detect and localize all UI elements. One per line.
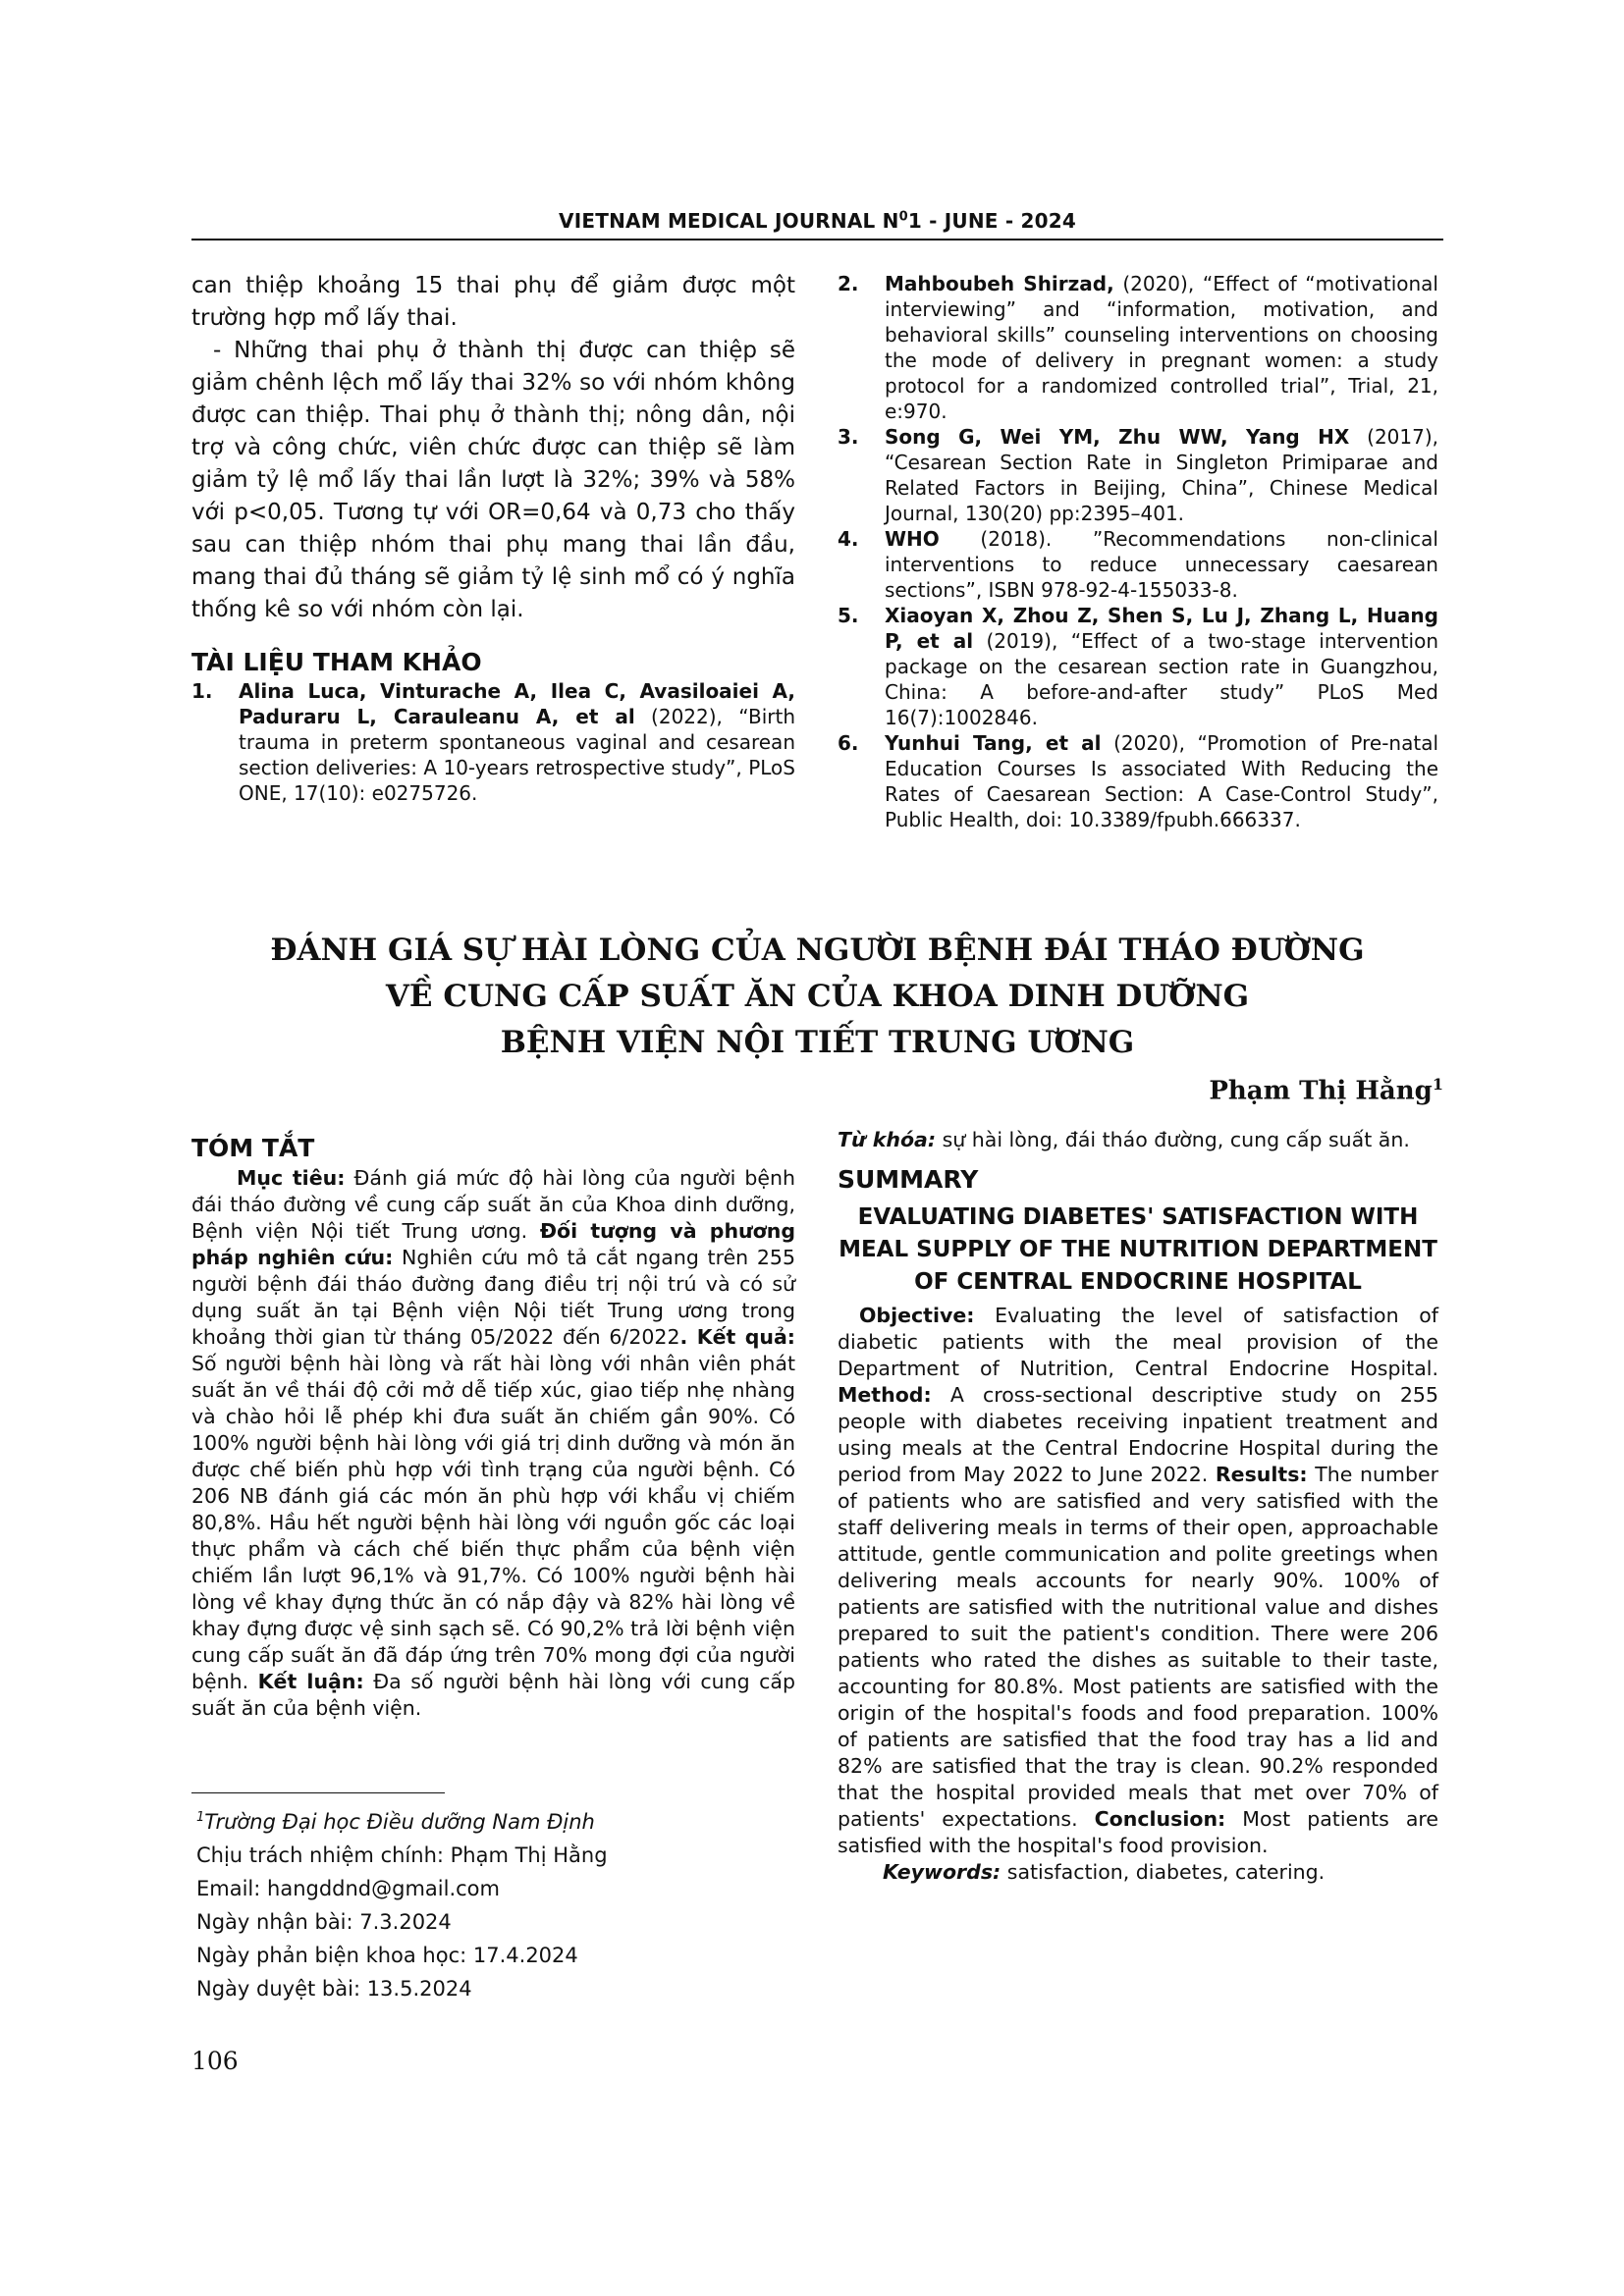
abstract-vi-body: Mục tiêu: Đánh giá mức độ hài lòng của người bệnh đái tháo đường về cung cấp suất ăn của Khoa dinh dưỡng, Bệnh viện Nội tiết Trung ương. Đối tượng và phương pháp nghiên cứu: Nghiên cứu mô tả cắt ngang trên 255 người bệnh đái tháo đường đang điều trị nội trú và có sử dụng suất ăn tại Bệnh viện Nội tiết Trung ương trong khoảng thời gian từ tháng 05/2022 đến 6/2022. Kết quả: Số người bệnh hài lòng và rất hài lòng với nhân viên phát suất ăn về thái độ cởi mở dễ tiếp xúc, giao tiếp nhẹ nhàng và chào hỏi lễ phép khi đưa suất ăn chiếm gần 90%. Có 100% người bệnh hài lòng với giá trị dinh dưỡng và món ăn được chế biến phù hợp với tình trạng của người bệnh. Có 206 NB đánh giá các món ăn phù hợp với khẩu vị chiếm 80,8%. Hầu hết người bệnh hài lòng với nguồn gốc các loại thực phẩm và cách chế biến thực phẩm của bệnh viện chiếm lần lượt 96,1% và 91,7%. Có 100% người bệnh hài lòng về khay đựng thức ăn có nắp đậy và 82% hài lòng về khay đựng được vệ sinh sạch sẽ. Có 90,2% trả lời bệnh viện cung cấp suất ăn đã đáp ứng trên 70% mong đợi của người bệnh. Kết luận: Đa số người bệnh hài lòng với cung cấp suất ăn của bệnh viện. [191,1166,796,1720]
reference-authors: WHO [885,527,940,551]
summary-keywords: Keywords: satisfaction, diabetes, catering. [883,1860,1326,1884]
reference-item-5 [838,603,1438,730]
reference-number: 3. [838,425,859,449]
top-right-column [838,271,1438,832]
abstract-vi-column [191,1134,795,1722]
running-header: VIETNAM MEDICAL JOURNAL $N^01$ - JUNE - 2024 [559,209,1076,233]
reference-item-4 [838,526,1438,603]
title-line: VỀ CUNG CẤP SUẤT ĂN CỦA KHOA DINH DƯỠNG [385,979,1250,1014]
footnote-rule [191,1792,445,1793]
reference-details: (2018). ”Recommendations non-clinical interventions to reduce unnecessary caesarean sections”, ISBN 978-92-4-155033-8. [885,527,1438,602]
references-heading: TÀI LIỆU THAM KHẢO [191,648,482,676]
reference-number: 4. [838,527,859,551]
page-number: 106 [191,2047,239,2075]
title-line: BỆNH VIỆN NỘI TIẾT TRUNG ƯƠNG [500,1025,1135,1060]
abstract-right-column [838,1127,1438,1886]
reference-number: 2. [838,272,859,295]
footnote-affiliation: $^1$Trường Đại học Điều dưỡng Nam Định [196,1810,595,1834]
reference-authors: Mahboubeh Shirzad, [885,272,1114,295]
reference-number: 5. [838,604,859,627]
footnote-accepted: Ngày duyệt bài: 13.5.2024 [196,1977,472,2001]
reference-number: 6. [838,731,859,755]
footnote-reviewed: Ngày phản biện khoa học: 17.4.2024 [196,1944,578,1967]
author-name: Phạm Thị Hằng$^1$ [1209,1075,1443,1106]
reference-details: (2019), “Effect of a two-stage intervention package on the cesarean section rate in Guangzhou, China: A before-and-after study” PLoS Med 16(7):1002846. [885,629,1438,729]
top-left-column [191,270,795,806]
reference-authors: Song G, Wei YM, Zhu WW, Yang HX [885,425,1350,449]
footnote-received: Ngày nhận bài: 7.3.2024 [196,1910,452,1934]
reference-details: (2022), “Birth trauma in preterm spontaneous vaginal and cesarean section deliveries: A 10-years retrospective study”, PLoS ONE, 17(10): e0275726. [239,705,795,805]
reference-details: (2020), “Effect of “motivational interviewing” and “information, motivation, and behavioral skills” counseling interventions on choosing the mode of delivery in pregnant women: a study protocol for a randomized controlled trial”, Trial, 21, e:970. [885,272,1438,423]
reference-item-1 [191,678,795,806]
continuation-paragraph-2: - Những thai phụ ở thành thị được can thiệp sẽ giảm chênh lệch mổ lấy thai 32% so với nhóm không được can thiệp. Thai phụ ở thành thị; nông dân, nội trợ và công chức, viên chức được can thiệp sẽ làm giảm tỷ lệ mổ lấy thai lần lượt là 32%; 39% và 58% với p<0,05. Tương tự với OR=0,64 và 0,73 cho thấy sau can thiệp nhóm thai phụ mang thai lần đầu, mang thai đủ tháng sẽ giảm tỷ lệ sinh mổ có ý nghĩa thống kê so với nhóm còn lại. [191,338,795,622]
footnote-responsible: Chịu trách nhiệm chính: Phạm Thị Hằng [196,1843,608,1867]
reference-item-2 [838,271,1438,424]
reference-authors: Alina Luca, Vinturache A, Ilea C, Avasiloaiei A, Paduraru L, Carauleanu A, et al [239,679,795,728]
title-line: ĐÁNH GIÁ SỰ HÀI LÒNG CỦA NGƯỜI BỆNH ĐÁI THÁO ĐƯỜNG [270,933,1365,968]
reference-authors: Xiaoyan X, Zhou Z, Shen S, Lu J, Zhang L, Huang P, et al [885,604,1438,653]
footnote-email: Email: hangddnd@gmail.com [196,1877,500,1900]
reference-item-3 [838,424,1438,526]
abstract-vi-continuation: Từ khóa: sự hài lòng, đái tháo đường, cung cấp suất ăn. [838,1128,1410,1151]
summary-heading: SUMMARY [838,1165,979,1194]
summary-body: Objective: Evaluating the level of satisfaction of diabetic patients with the meal provision of the Department of Nutrition, Central Endocrine Hospital. Method: A cross-sectional descriptive study on 255 people with diabetes receiving inpatient treatment and using meals at the Central Endocrine Hospital during the period from May 2022 to June 2022. Results: The number of patients who are satisfied and very satisfied with the staff delivering meals in terms of their open, approachable attitude, gentle communication and polite greetings when delivering meals accounts for nearly 90%. 100% of patients are satisfied with the nutritional value and dishes prepared to suit the patient's condition. There were 206 patients who rated the dishes as suitable to their taste, accounting for 80.8%. Most patients are satisfied with the origin of the hospital's foods and food preparation. 100% of patients are satisfied that the food tray has a lid and 82% are satisfied that the tray is clean. 90.2% responded that the hospital provided meals that met over 70% of patients' expectations. Conclusion: Most patients are satisfied with the hospital's food provision. [838,1304,1439,1857]
summary-title: EVALUATING DIABETES' SATISFACTION WITH MEAL SUPPLY OF THE NUTRITION DEPARTMENT OF CENTRAL ENDOCRINE HOSPITAL [839,1204,1437,1295]
reference-item-6 [838,730,1438,832]
reference-details: (2017), “Cesarean Section Rate in Singleton Primiparae and Related Factors in Beijing, China”, Chinese Medical Journal, 130(20) pp:2395–401. [885,425,1439,525]
reference-number: 1. [191,679,213,703]
header-rule [191,239,1443,240]
continuation-paragraph-1: can thiệp khoảng 15 thai phụ để giảm được một trường hợp mổ lấy thai. [191,273,795,331]
footnotes [196,1801,785,2005]
reference-details: (2020), “Promotion of Pre-natal Education Courses Is associated With Reducing the Rates of Caesarean Section: A Case-Control Study”, Public Health, doi: 10.3389/fpubh.666337. [885,731,1439,831]
article-title [191,928,1443,1066]
reference-authors: Yunhui Tang, et al [885,731,1102,755]
abstract-vi-heading: TÓM TẮT [191,1134,315,1162]
